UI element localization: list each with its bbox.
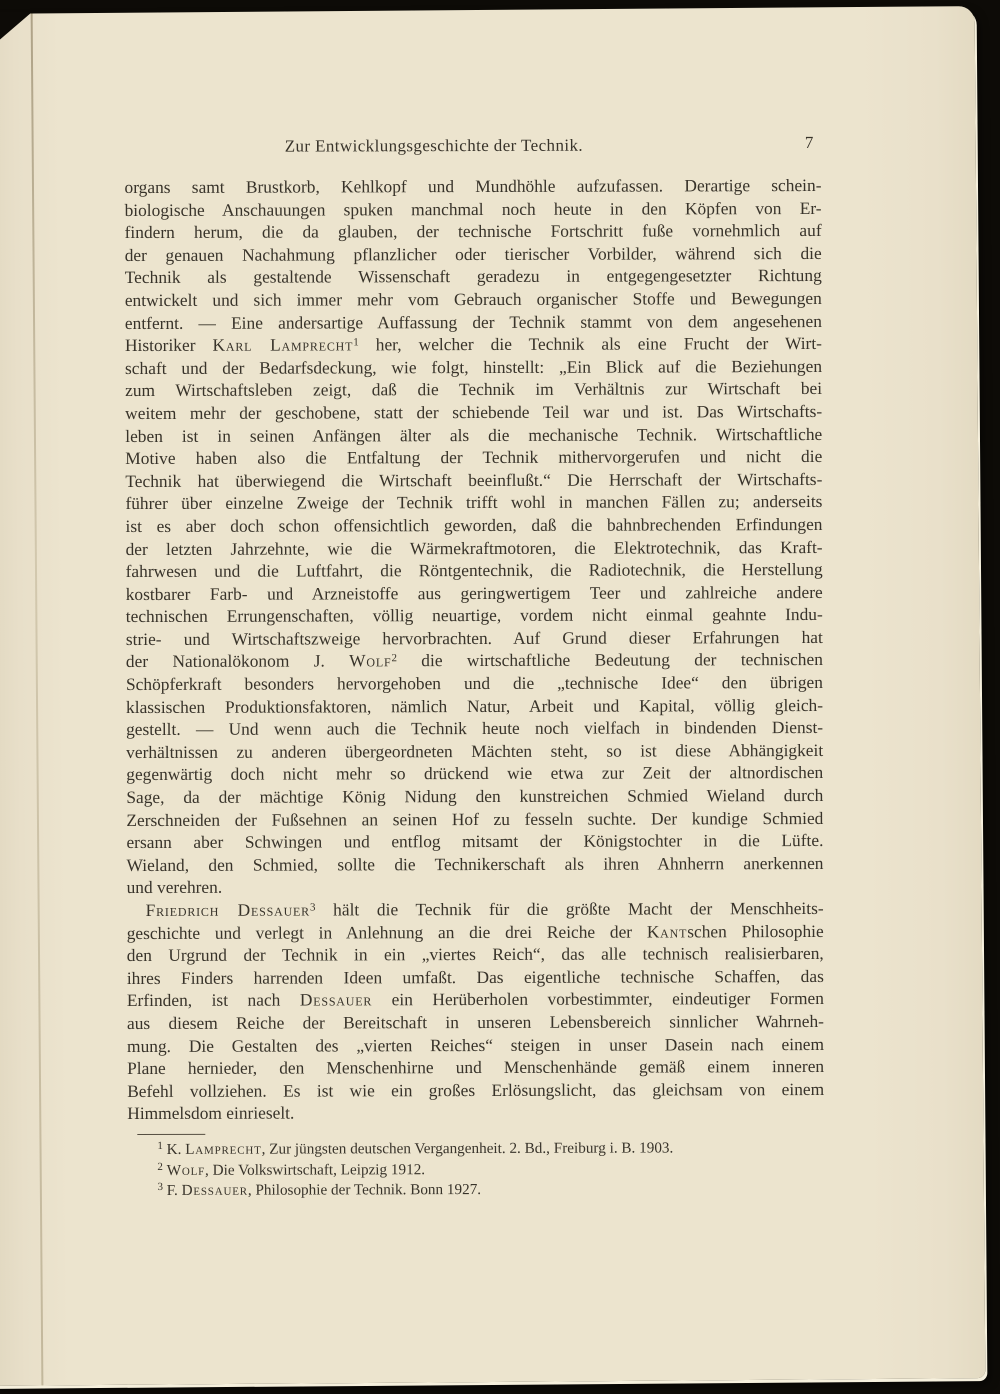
text-run: strie- und Wirtschaftszweige hervorbrachten. Auf Grund dieser Erfahrungen hat xyxy=(125,626,823,649)
text-run: technischen Errungenschaften, völlig neuartige, vordem nicht einmal geahnte Indu- xyxy=(125,604,823,627)
text-run: schen Philosophie xyxy=(687,920,824,941)
text-run: zum Wirtschaftsleben zeigt, daß die Technik im Verhältnis zur Wirtschaft bei xyxy=(125,378,823,401)
text-line xyxy=(126,535,823,560)
footnote-line xyxy=(127,1138,824,1161)
text-line xyxy=(126,694,823,719)
text-run: mung. Die Gestalten des „vierten Reiches“ steigen in unser Dasein nach einem xyxy=(127,1033,825,1056)
text-line xyxy=(126,558,823,583)
text-line xyxy=(126,829,823,854)
text-run: biologische Anschauungen spuken manchmal noch heute in den Köpfen von Er- xyxy=(124,197,822,220)
text-run: Himmelsdom einrieselt. xyxy=(127,1102,295,1124)
body-text xyxy=(124,174,824,1125)
text-line xyxy=(125,242,822,267)
footnote-marker: 2 xyxy=(157,1160,163,1173)
text-run: ist es aber doch schon offensichtlich geworden, daß die bahnbrechenden Erfindungen xyxy=(125,513,823,536)
footnote-rule xyxy=(137,1134,205,1135)
text-run: , Philosophie der Technik. Bonn 1927. xyxy=(247,1181,482,1199)
person-name: Lamprecht xyxy=(185,1140,262,1158)
text-line xyxy=(127,965,824,990)
text-line xyxy=(125,310,822,335)
text-run: leben ist in seinen Anfängen älter als die mechanische Technik. Wirtschaftliche xyxy=(125,423,823,446)
text-line xyxy=(126,852,823,877)
text-run: verhältnissen zu anderen übergeordneten Mächten steht, so ist diese Abhängigkeit xyxy=(126,739,824,762)
text-line xyxy=(126,648,823,673)
text-run: aus diesem Reiche der Bereitschaft in unseren Lebensbereich sinnlicher Wahrneh- xyxy=(126,1010,824,1034)
page-header xyxy=(124,135,821,159)
footnote-line xyxy=(127,1159,824,1182)
footnote-line xyxy=(127,1179,824,1202)
text-line xyxy=(126,761,823,786)
text-run: ihres Finders harrenden Ideen umfaßt. Das eigentliche technische Schaffen, das xyxy=(126,965,824,988)
text-line xyxy=(126,784,823,809)
text-run: der genauen Nachahmung pflanzlicher oder tierischer Vorbilder, während sich die xyxy=(124,242,822,265)
running-title: Zur Entwicklungsgeschichte der Technik. xyxy=(284,135,584,156)
text-line xyxy=(127,1010,824,1035)
book-page xyxy=(0,6,985,1386)
text-line xyxy=(126,739,823,764)
text-run: der letzten Jahrzehnte, wie die Wärmekraftmotoren, die Elektrotechnik, das Kraft- xyxy=(125,536,823,559)
text-line xyxy=(125,332,822,357)
text-line xyxy=(127,1078,824,1103)
text-line xyxy=(127,942,824,967)
page-number: 7 xyxy=(804,133,814,153)
text-line xyxy=(126,671,823,696)
person-name: Wolf xyxy=(349,650,392,671)
text-run: schaft und der Bedarfsdeckung, wie folgt, hinstellt: „Ein Blick auf die Beziehungen xyxy=(124,355,823,378)
text-line xyxy=(125,287,822,312)
text-run: Technik hat überwiegend die Wirtschaft beeinflußt.“ Die Herrschaft der Wirtschafts- xyxy=(125,468,823,491)
text-run: entfernt. — Eine andersartige Auffassung der Technik stammt von dem angesehenen xyxy=(124,310,822,333)
page-content xyxy=(0,9,982,1384)
text-run: Plane hernieder, den Menschenhirne und Menschenhände gemäß einem inneren xyxy=(127,1056,825,1079)
text-run: weitem mehr der geschobene, statt der schiebende Teil war und ist. Das Wirtschafts- xyxy=(125,400,823,423)
footnotes xyxy=(127,1138,824,1202)
text-run: geschichte und verlegt in Anlehnung an die drei Reiche der xyxy=(126,921,647,943)
text-run: klassischen Produktionsfaktoren, nämlich Natur, Arbeit und Kapital, völlig gleich- xyxy=(126,694,824,717)
text-run: den Urgrund der Technik in ein „viertes Reich“, das alle technisch realisierbaren, xyxy=(126,943,824,966)
text-run: F. xyxy=(162,1182,182,1200)
text-run: kostbarer Farb- und Arzneistoffe aus geringwertigem Teer und zahlreiche andere xyxy=(125,581,823,604)
text-run: gegenwärtig doch nicht mehr so drückend wie etwa zur Zeit der altnordischen xyxy=(126,762,824,785)
text-line xyxy=(127,874,824,899)
text-run: entwickelt und sich immer mehr vom Gebrauch organischer Stoffe und Bewegungen xyxy=(124,287,822,311)
text-line xyxy=(125,490,822,515)
text-run: Wieland, den Schmied, sollte die Technikerschaft als ihren Ahnherrn anerkennen xyxy=(126,852,824,875)
text-line xyxy=(127,1033,824,1058)
text-run: die wirtschaftliche Bedeutung der technischen xyxy=(396,649,823,671)
text-line xyxy=(127,897,824,922)
text-line xyxy=(125,423,822,448)
text-line xyxy=(125,468,822,493)
text-line xyxy=(125,445,822,470)
text-line xyxy=(126,807,823,832)
text-run: Erfinden, ist nach xyxy=(126,989,300,1011)
text-run: führer über einzelne Zweige der Technik trifft wohl in manchen Fällen zu; anderseits xyxy=(125,491,823,514)
text-run: der Nationalökonom J. xyxy=(125,650,350,672)
text-run: , Zur jüngsten deutschen Vergangenheit. 2. Bd., Freiburg i. B. 1903. xyxy=(261,1139,674,1158)
text-run: organs samt Brustkorb, Kehlkopf und Mundhöhle aufzufassen. Derartige schein- xyxy=(124,174,822,198)
footnote-marker: 1 xyxy=(353,336,359,349)
text-line xyxy=(125,197,822,222)
text-line xyxy=(126,626,823,651)
text-run: Sage, da der mächtige König Nidung den kunstreichen Schmied Wieland durch xyxy=(126,785,824,808)
footnote-marker: 3 xyxy=(309,901,316,914)
person-name: Dessauer xyxy=(299,989,373,1010)
text-run: Technik als gestaltende Wissenschaft geradezu in entgegengesetzter Richtung xyxy=(124,265,822,288)
text-line xyxy=(126,716,823,741)
text-run: ein Herüberholen vorbestimmter, eindeutiger Formen xyxy=(372,988,824,1010)
text-line xyxy=(127,1100,824,1125)
text-line xyxy=(127,1055,824,1080)
type-area xyxy=(124,135,824,1202)
text-line xyxy=(124,174,821,199)
text-line xyxy=(127,920,824,945)
text-line xyxy=(126,581,823,606)
text-line xyxy=(125,264,822,289)
text-run: ersann aber Schwingen und entflog mitsamt der Königstochter in die Lüfte. xyxy=(126,830,824,853)
text-line xyxy=(127,987,824,1012)
footnote-marker: 3 xyxy=(157,1181,163,1194)
person-name: Wolf xyxy=(166,1161,206,1179)
text-run: Motive haben also die Entfaltung der Technik mithervorgerufen und nicht die xyxy=(125,446,823,469)
text-run: Schöpferkraft besonders hervorgehoben und die „technische Idee“ den übrigen xyxy=(125,672,823,695)
text-line xyxy=(125,355,822,380)
text-run: hält die Technik für die größte Macht der Menschheits- xyxy=(315,897,824,920)
text-line xyxy=(125,219,822,244)
text-run: K. xyxy=(162,1140,186,1158)
text-run: Historiker xyxy=(124,334,213,356)
text-line xyxy=(126,603,823,628)
footnote-marker: 1 xyxy=(157,1139,163,1152)
text-run: Befehl vollziehen. Es ist wie ein großes Erlösungslicht, das gleichsam von einem xyxy=(127,1078,825,1101)
text-run: Zerschneiden der Fußsehnen an seinen Hof zu fesseln suchte. Der kundige Schmied xyxy=(126,807,824,830)
text-run: , Die Volkswirtschaft, Leipzig 1912. xyxy=(205,1160,426,1179)
person-name: Friedrich Dessauer xyxy=(145,899,310,921)
text-run: findern herum, die da glauben, der technische Fortschritt fuße vornehmlich auf xyxy=(124,220,822,243)
text-line xyxy=(125,400,822,425)
footnote-marker: 2 xyxy=(391,652,397,665)
text-run: her, welcher die Technik als eine Frucht der Wirt- xyxy=(358,333,822,355)
person-name: Kant xyxy=(646,920,688,942)
text-run: und verehren. xyxy=(126,877,223,898)
person-name: Dessauer xyxy=(181,1181,248,1200)
person-name: Karl Lamprecht xyxy=(212,334,354,355)
text-line xyxy=(125,377,822,402)
text-run: fahrwesen und die Luftfahrt, die Röntgentechnik, die Radiotechnik, die Herstellung xyxy=(125,559,823,582)
text-line xyxy=(125,513,822,538)
text-run: gestellt. — Und wenn auch die Technik heute noch vielfach in bindenden Dienst- xyxy=(126,717,824,740)
